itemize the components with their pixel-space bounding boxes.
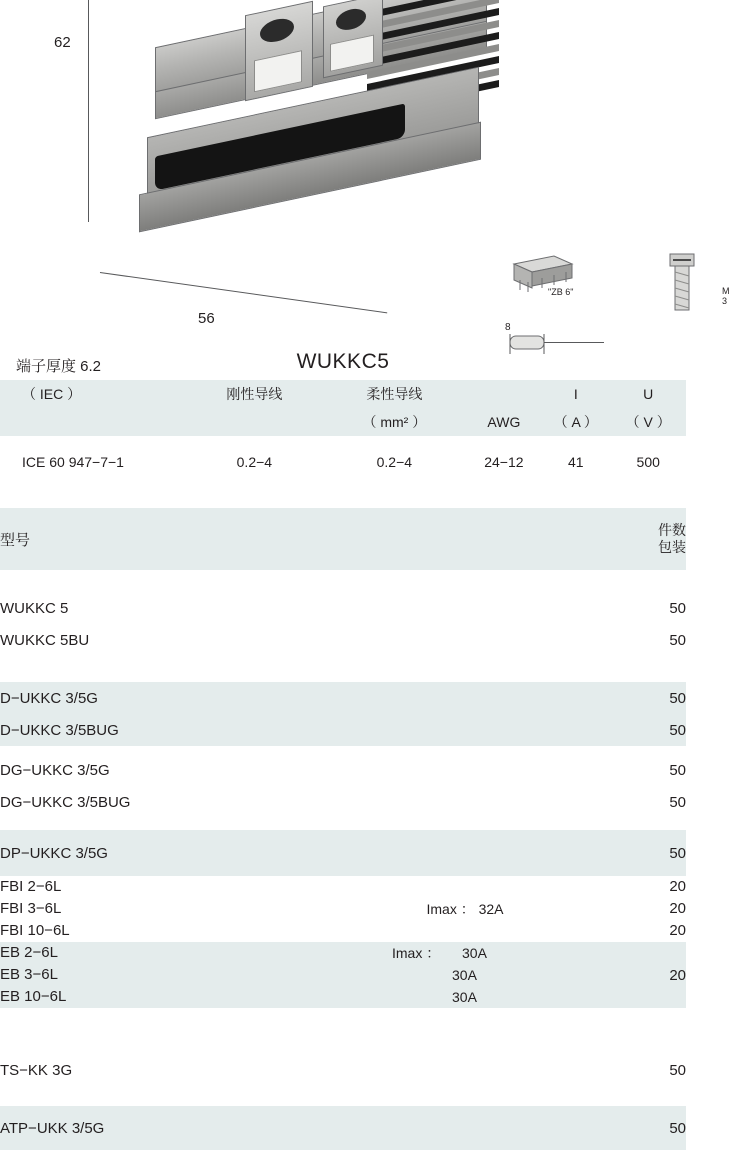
page-title: WUKKC5 (296, 350, 390, 373)
model-imax-value: 30A (452, 967, 477, 983)
model-qty-group (550, 876, 686, 942)
model-qty: 20 (669, 900, 686, 917)
table-row (0, 830, 686, 876)
spec-header-blank (467, 380, 541, 408)
model-name: DG−UKKC 3/5BUG (0, 793, 131, 811)
model-mid (380, 682, 550, 714)
model-imax-group (380, 942, 550, 1008)
dimension-line-height (88, 0, 89, 222)
model-name: EB 2−6L (0, 944, 58, 961)
model-header-name: 型号 (0, 531, 31, 549)
table-row (0, 624, 686, 656)
model-qty: 50 (669, 761, 686, 779)
spec-value-current: 41 (567, 454, 584, 470)
model-mid (380, 786, 550, 818)
accessory-marker-label: "ZB 6" (548, 287, 574, 297)
model-header-mid (380, 508, 550, 570)
model-header-qty (550, 508, 686, 570)
model-qty: 20 (669, 922, 686, 939)
model-qty: 50 (669, 631, 686, 649)
table-row (0, 754, 686, 786)
spec-value-awg: 24−12 (484, 454, 524, 470)
model-name: D−UKKC 3/5G (0, 689, 98, 707)
spacer-row (0, 746, 686, 754)
terminal-thickness-label: 端子厚度 6.2 (16, 358, 102, 375)
terminal-block-illustration (95, 0, 515, 290)
model-mid (380, 624, 550, 656)
spec-value-flexible: 0.2−4 (376, 454, 413, 470)
model-imax: Imax ： 32A (426, 901, 504, 917)
model-qty: 20 (669, 966, 686, 984)
screw-clamp-front (245, 1, 313, 101)
table-row (0, 592, 686, 624)
model-qty: 50 (669, 689, 686, 707)
dimension-label-height: 62 (54, 34, 71, 51)
model-name: FBI 3−6L (0, 900, 62, 917)
model-name-group (0, 942, 380, 1008)
model-header-qty-line2: 包装 (658, 539, 686, 555)
model-mid (380, 714, 550, 746)
spec-unit-blank (0, 408, 187, 436)
model-qty: 50 (669, 793, 686, 811)
model-name: DG−UKKC 3/5G (0, 761, 110, 779)
spec-value-voltage: 500 (636, 454, 660, 470)
model-imax-value: 30A (462, 945, 487, 961)
model-name: D−UKKC 3/5BUG (0, 721, 119, 739)
dimension-label-width: 56 (198, 310, 215, 327)
model-mid (380, 592, 550, 624)
model-name: EB 3−6L (0, 966, 58, 983)
spec-header-row-2 (0, 408, 686, 436)
spec-header-row-1 (0, 380, 686, 408)
model-qty: 50 (669, 1119, 686, 1137)
model-name: FBI 2−6L (0, 878, 62, 895)
accessory-screw-label: M 3 (722, 286, 730, 306)
spec-value-rigid: 0.2−4 (236, 454, 273, 470)
spec-unit-amp: （ A ） (553, 414, 598, 430)
spec-header-standard: （ IEC ） (22, 386, 82, 402)
model-name: FBI 10−6L (0, 922, 70, 939)
spec-unit-volt: （ V ） (625, 414, 671, 430)
model-mid (380, 1054, 550, 1086)
spec-unit-awg: AWG (487, 414, 521, 430)
accessory-screw-icon (668, 252, 698, 314)
spacer-row (0, 1008, 686, 1054)
spec-header-current: I (573, 386, 578, 402)
accessory-wire-dimension: 8 (505, 322, 511, 333)
spacer-row (0, 656, 686, 682)
spec-unit-mm2: （ mm² ） (362, 414, 427, 430)
model-qty: 50 (669, 721, 686, 739)
model-imax-value: 30A (452, 989, 477, 1005)
table-row (0, 786, 686, 818)
model-name-group (0, 876, 380, 942)
model-name: WUKKC 5BU (0, 631, 90, 649)
spacer-row (0, 818, 686, 830)
model-mid (380, 830, 550, 876)
table-row-group-eb (0, 942, 686, 1008)
spacer-row (0, 1086, 686, 1106)
table-row (0, 682, 686, 714)
model-name: WUKKC 5 (0, 599, 69, 617)
table-row (0, 1106, 686, 1150)
model-qty: 50 (669, 599, 686, 617)
spec-header-flexible: 柔性导线 (366, 386, 423, 402)
spec-value-standard: ICE 60 947−7−1 (22, 454, 124, 470)
model-mid (380, 1106, 550, 1150)
spec-unit-rigid (187, 408, 322, 436)
model-qty: 50 (669, 844, 686, 862)
model-qty: 50 (669, 1061, 686, 1079)
spec-header-rigid: 刚性导线 (226, 386, 283, 402)
screw-clamp-rear (323, 0, 383, 78)
model-name: DP−UKKC 3/5G (0, 844, 108, 862)
spacer-row (0, 570, 686, 592)
table-row (0, 714, 686, 746)
model-imax-label: Imax ： (392, 945, 441, 961)
model-name: TS−KK 3G (0, 1061, 73, 1079)
model-header-qty-line1: 件数 (658, 522, 686, 538)
model-mid (380, 754, 550, 786)
spec-value-row (0, 436, 686, 488)
model-name: ATP−UKK 3/5G (0, 1119, 105, 1137)
model-table (0, 508, 686, 1150)
specification-table (0, 380, 686, 488)
table-row (0, 1054, 686, 1086)
product-drawing (0, 0, 730, 352)
model-name: EB 10−6L (0, 988, 67, 1005)
table-row-group-fbi (0, 876, 686, 942)
model-table-header (0, 508, 686, 570)
spec-header-voltage: U (643, 386, 654, 402)
model-qty: 20 (669, 878, 686, 895)
